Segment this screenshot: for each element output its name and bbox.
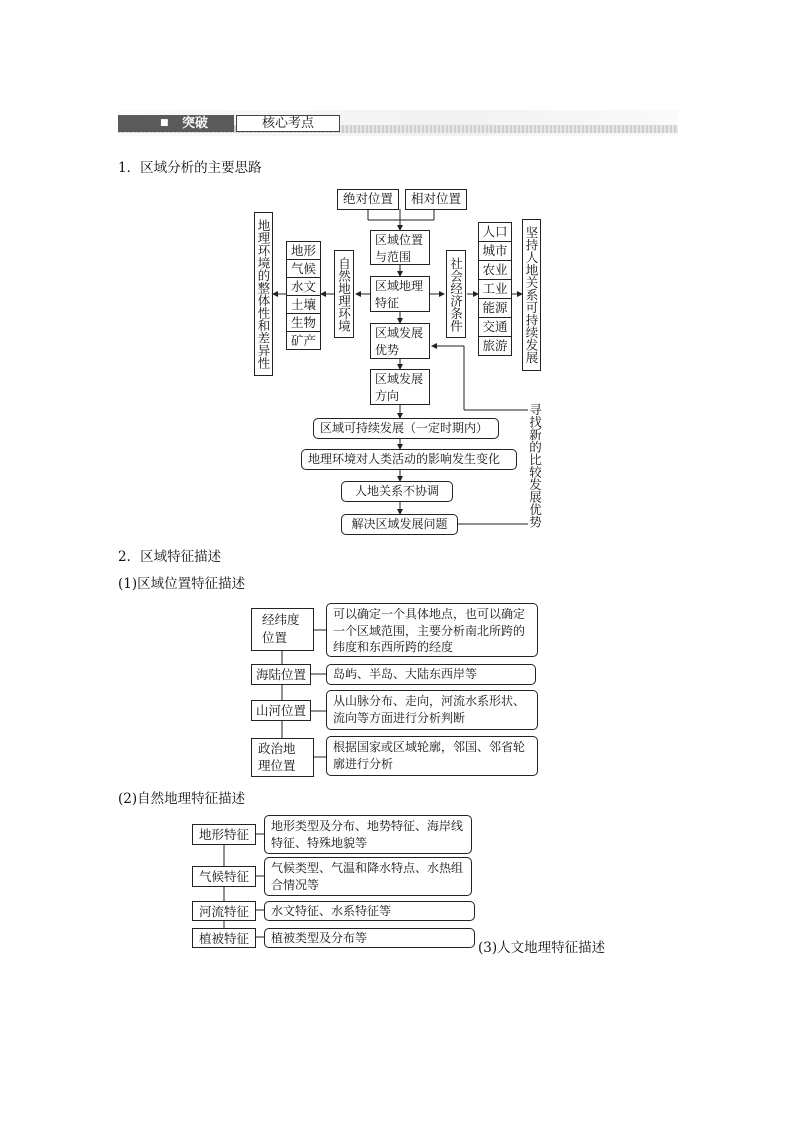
natural-item: 土壤 <box>286 295 321 314</box>
latlon-position-desc: 可以确定一个具体地点，也可以确定一个区域范围，主要分析南北所跨的纬度和东西所跨的经度 <box>326 603 538 657</box>
sustainable-development-box: 区域可持续发展（一定时期内） <box>313 418 499 439</box>
social-item: 旅游 <box>478 336 512 356</box>
sub2-heading: (2)自然地理特征描述 <box>118 791 246 807</box>
banner-bullet: ■ <box>160 118 169 128</box>
human-land-discord-box: 人地关系不协调 <box>341 481 453 502</box>
sub1-heading: (1)区域位置特征描述 <box>118 576 246 592</box>
social-item: 工业 <box>478 279 512 299</box>
region-location-box: 区域位置与范围 <box>370 230 430 265</box>
climate-feature-label: 气候特征 <box>192 866 256 887</box>
region-advantage-box: 区域发展优势 <box>370 323 430 359</box>
political-position-desc: 根据国家或区域轮廓，邻国、邻省轮廓进行分析 <box>326 736 538 776</box>
mountain-river-position-label: 山河位置 <box>251 700 311 721</box>
vegetation-feature-label: 植被特征 <box>192 928 256 948</box>
feedback-label: 寻找新的比较发展优势 <box>527 402 543 528</box>
natural-environment-box: 自然地理环境 <box>334 250 354 338</box>
solve-problems-box: 解决区域发展问题 <box>341 514 458 535</box>
absolute-position-box: 绝对位置 <box>337 189 399 210</box>
social-economic-box: 社会经济条件 <box>446 250 466 338</box>
social-item: 农业 <box>478 260 512 280</box>
climate-feature-desc: 气候类型、气温和降水特点、水热组合情况等 <box>264 857 472 896</box>
social-item: 能源 <box>478 298 512 318</box>
terrain-feature-label: 地形特征 <box>192 824 256 845</box>
sustainable-relation-box: 坚持人地关系可持续发展 <box>522 219 541 371</box>
social-item: 人口 <box>478 222 512 242</box>
natural-item: 气候 <box>286 259 321 278</box>
sea-land-position-label: 海陆位置 <box>251 664 311 685</box>
latlon-position-label: 经纬度位置 <box>251 608 314 651</box>
social-item: 城市 <box>478 241 512 261</box>
banner-title: 核心考点 <box>236 115 340 132</box>
natural-item: 水文 <box>286 277 321 296</box>
terrain-feature-desc: 地形类型及分布、地势特征、海岸线特征、特殊地貌等 <box>264 815 472 854</box>
vegetation-feature-desc: 植被类型及分布等 <box>264 928 475 948</box>
banner-tag-text: 突破 <box>182 116 209 131</box>
region-features-box: 区域地理特征 <box>370 276 430 312</box>
social-item: 交通 <box>478 317 512 337</box>
environment-integrity-box: 地理环境的整体性和差异性 <box>254 212 273 376</box>
mountain-river-position-desc: 从山脉分布、走向，河流水系形状、流向等方面进行分析判断 <box>326 690 538 730</box>
river-feature-label: 河流特征 <box>192 901 256 921</box>
relative-position-box: 相对位置 <box>405 189 467 210</box>
river-feature-desc: 水文特征、水系特征等 <box>264 901 475 921</box>
section1-heading: 1．区域分析的主要思路 <box>118 160 262 176</box>
sub3-heading: (3)人文地理特征描述 <box>478 940 606 956</box>
natural-item: 矿产 <box>286 331 321 350</box>
political-position-label: 政治地理位置 <box>251 738 314 777</box>
natural-item: 生物 <box>286 313 321 332</box>
natural-item: 地形 <box>286 241 321 260</box>
sea-land-position-desc: 岛屿、半岛、大陆东西岸等 <box>326 664 536 685</box>
region-direction-box: 区域发展方向 <box>370 369 430 405</box>
environment-change-box: 地理环境对人类活动的影响发生变化 <box>301 449 517 470</box>
section2-heading: 2．区域特征描述 <box>118 549 222 565</box>
